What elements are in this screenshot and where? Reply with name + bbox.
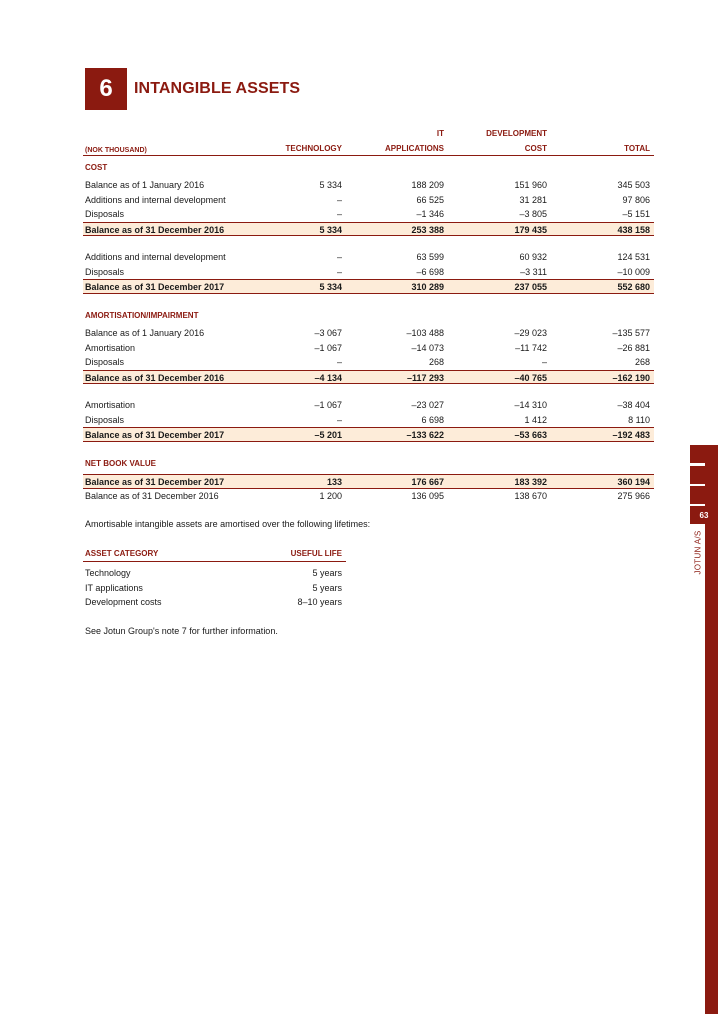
cell: –4 134 [314, 372, 342, 383]
cell: –117 293 [406, 372, 444, 383]
footnote: See Jotun Group's note 7 for further information. [85, 626, 278, 636]
cell: 66 525 [416, 194, 444, 205]
cell: –135 577 [612, 328, 650, 338]
balance-row [83, 222, 654, 237]
col-it-header-line1: IT [436, 129, 444, 138]
cell: 1 200 [319, 490, 342, 501]
cell: 133 [326, 477, 342, 487]
section-nbv-heading: NET BOOK VALUE [85, 459, 156, 468]
cell: –133 622 [406, 430, 444, 440]
cell: 138 670 [514, 490, 547, 501]
side-company-label: JOTUN A/S [693, 530, 703, 575]
cell: –162 190 [612, 372, 650, 383]
lifetimes-header [83, 546, 346, 562]
cell: –11 742 [515, 342, 547, 353]
asset-category: IT applications [85, 582, 143, 593]
cell: 237 055 [514, 282, 547, 292]
list-item [83, 581, 346, 596]
cell: 179 435 [514, 224, 547, 235]
table-row [83, 207, 654, 222]
col-it-header-line2: APPLICATIONS [385, 144, 444, 153]
table-header [83, 126, 654, 156]
cell: –1 067 [314, 400, 342, 410]
note-number: 6 [99, 75, 113, 102]
sidebar-bar [705, 445, 718, 1014]
cell: 310 289 [411, 282, 444, 292]
useful-life: 5 years [312, 582, 342, 593]
cell: –3 311 [520, 266, 547, 277]
cell: –5 151 [622, 209, 650, 219]
cell: – [336, 357, 342, 367]
col-total-header: TOTAL [624, 144, 650, 153]
cell: 360 194 [617, 477, 650, 487]
cell: 136 095 [411, 490, 444, 501]
cell: –26 881 [617, 342, 650, 353]
table-row [83, 178, 654, 193]
cell: 60 932 [519, 252, 547, 262]
cell: –3 805 [519, 209, 547, 219]
balance-row [83, 474, 654, 489]
cell: –5 201 [314, 430, 342, 440]
row-label: Disposals [85, 357, 125, 367]
row-label: Balance as of 31 December 2016 [85, 490, 219, 501]
table-row [83, 489, 654, 504]
cell: –192 483 [612, 430, 650, 440]
cell: 268 [634, 357, 650, 367]
cell: –38 404 [617, 400, 650, 410]
amort-block-2 [83, 398, 654, 442]
cell: 275 966 [617, 490, 650, 501]
cell: 438 158 [617, 224, 650, 235]
table-row [83, 265, 654, 280]
cell: –103 488 [406, 328, 444, 338]
cell: –29 023 [514, 328, 547, 338]
cell: – [541, 357, 547, 367]
cell: – [336, 252, 342, 262]
cell: – [336, 209, 342, 219]
table-row [83, 326, 654, 341]
cell: –53 663 [514, 430, 547, 440]
row-label: Balance as of 31 December 2017 [85, 430, 225, 440]
cell: 5 334 [319, 282, 342, 292]
cell: 268 [428, 357, 444, 367]
unit-label: (NOK THOUSAND) [85, 147, 147, 154]
balance-row [83, 427, 654, 442]
note-title: INTANGIBLE ASSETS [134, 80, 301, 97]
table-row [83, 193, 654, 208]
cost-block-2 [83, 250, 654, 294]
cell: 183 392 [514, 477, 547, 487]
list-item [83, 566, 346, 581]
cell: 253 388 [411, 224, 444, 235]
col-dev-header-line2: COST [524, 144, 547, 153]
cell: –3 067 [314, 328, 342, 338]
cell: –14 073 [411, 342, 444, 353]
section-amortisation-heading: AMORTISATION/IMPAIRMENT [85, 311, 199, 320]
cell: – [336, 266, 342, 277]
cell: 176 667 [411, 477, 444, 487]
table-row [83, 355, 654, 370]
cell: 151 960 [514, 180, 547, 190]
cell: –1 346 [416, 209, 444, 219]
row-label: Amortisation [85, 400, 136, 410]
useful-life: 8–10 years [297, 597, 342, 607]
page-number: 63 [690, 506, 718, 524]
asset-category-header: ASSET CATEGORY [85, 549, 159, 558]
balance-row [83, 370, 654, 385]
row-label: Disposals [85, 414, 125, 425]
row-label: Additions and internal development [85, 194, 226, 205]
cell: 5 334 [319, 180, 342, 190]
cost-block-1 [83, 178, 654, 236]
row-label: Balance as of 1 January 2016 [85, 328, 205, 338]
lifetimes-intro: Amortisable intangible assets are amortised over the following lifetimes: [85, 519, 371, 529]
balance-row [83, 279, 654, 294]
cell: 5 334 [319, 224, 342, 235]
row-label: Balance as of 31 December 2016 [85, 224, 225, 235]
cell: –10 009 [617, 266, 650, 277]
cell: – [336, 414, 342, 425]
cell: 124 531 [617, 252, 650, 262]
lifetimes-table [83, 566, 346, 610]
useful-life: 5 years [312, 568, 342, 578]
table-row [83, 398, 654, 413]
cell: –40 765 [514, 372, 547, 383]
cell: –6 698 [416, 266, 444, 277]
table-row [83, 341, 654, 356]
cell: 6 698 [421, 414, 444, 425]
col-dev-header-line1: DEVELOPMENT [486, 129, 547, 138]
cell: 31 281 [519, 194, 547, 205]
col-technology-header: TECHNOLOGY [285, 144, 342, 153]
table-row [83, 413, 654, 428]
row-label: Additions and internal development [85, 252, 226, 262]
cell: – [336, 194, 342, 205]
list-item [83, 595, 346, 610]
cell: 8 110 [628, 414, 650, 425]
row-label: Amortisation [85, 342, 136, 353]
cell: 188 209 [411, 180, 444, 190]
cell: –1 067 [314, 342, 342, 353]
cell: –14 310 [514, 400, 547, 410]
row-label: Balance as of 1 January 2016 [85, 180, 205, 190]
nbv-block [83, 474, 654, 503]
row-label: Balance as of 31 December 2017 [85, 477, 225, 487]
useful-life-header: USEFUL LIFE [290, 549, 342, 558]
row-label: Balance as of 31 December 2016 [85, 372, 225, 383]
row-label: Disposals [85, 266, 125, 277]
asset-category: Development costs [85, 597, 162, 607]
cell: –23 027 [411, 400, 444, 410]
row-label: Disposals [85, 209, 125, 219]
amort-block-1 [83, 326, 654, 384]
cell: 1 412 [524, 414, 547, 425]
asset-category: Technology [85, 568, 131, 578]
note-number-box [85, 68, 127, 110]
row-label: Balance as of 31 December 2017 [85, 282, 225, 292]
table-row [83, 250, 654, 265]
cell: 552 680 [617, 282, 650, 292]
cell: 97 806 [622, 194, 650, 205]
section-cost-heading: COST [85, 163, 108, 172]
cell: 63 599 [416, 252, 444, 262]
cell: 345 503 [617, 180, 650, 190]
